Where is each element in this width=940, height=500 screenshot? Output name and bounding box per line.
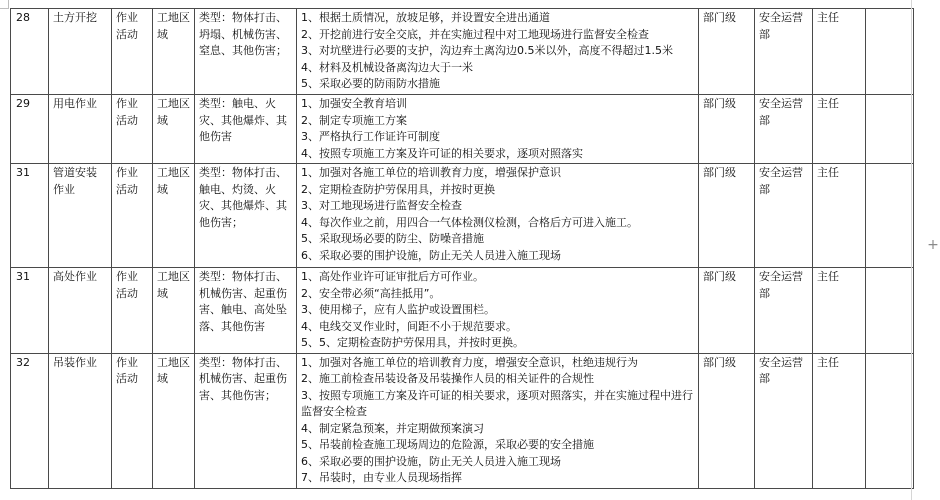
row-number: 31: [11, 164, 49, 268]
control-level: 部门级: [699, 353, 755, 488]
remark-cell: [866, 164, 914, 268]
measure-line: 5、5、定期检查防护劳保用具，并按时更换。: [301, 336, 524, 349]
measure-line: 3、对工地现场进行监督安全检查: [301, 199, 462, 212]
control-level: 部门级: [699, 95, 755, 164]
work-item-name: 高处作业: [49, 268, 112, 354]
measure-line: 4、按照专项施工方案及许可证的相关要求，逐项对照落实: [301, 146, 583, 160]
remark-cell: [866, 9, 914, 95]
page-edge-divider: [911, 0, 912, 500]
control-measures: [297, 353, 699, 488]
row-number: 28: [11, 9, 49, 95]
control-measures: [297, 164, 699, 268]
area-scope: 工地区域: [153, 268, 195, 354]
activity-type: 作业活动: [112, 95, 153, 164]
measure-line: 1、根据土质情况，放坡足够，并设置安全进出通道: [301, 11, 550, 24]
remark-cell: [866, 95, 914, 164]
measure-line: 4、制定紧急预案，并定期做预案演习: [301, 421, 484, 435]
measure-line: 3、对坑壁进行必要的支护，沟边弃土离沟边0.5米以外，高度不得超过1.5米: [301, 44, 673, 57]
responsible-person: 主任: [813, 95, 866, 164]
remark-cell: [866, 268, 914, 354]
measure-line: 2、开挖前进行安全交底，并在实施过程中对工地现场进行监督安全检查: [301, 27, 649, 41]
measure-line: 5、采取现场必要的防尘、防噪音措施: [301, 232, 484, 245]
table-row: [11, 9, 914, 95]
add-column-button[interactable]: +: [927, 237, 939, 253]
table-row: [11, 164, 914, 268]
measure-line: 3、严格执行工作证许可制度: [301, 130, 440, 143]
responsible-department: 安全运营部: [755, 353, 813, 488]
control-level: 部门级: [699, 268, 755, 354]
control-level: 部门级: [699, 9, 755, 95]
activity-type: 作业活动: [112, 268, 153, 354]
hazard-types: 类型：物体打击、机械伤害、起重伤害、触电、高处坠落、其他伤害: [195, 268, 297, 354]
responsible-person: 主任: [813, 353, 866, 488]
hazard-types: 类型：触电、火灾、其他爆炸、其他伤害: [195, 95, 297, 164]
measure-line: 1、加强对各施工单位的培训教育力度，增强安全意识，杜绝违规行为: [301, 355, 638, 369]
measure-line: 3、使用梯子，应有人监护或设置围栏。: [301, 303, 495, 316]
area-scope: 工地区域: [153, 95, 195, 164]
responsible-department: 安全运营部: [755, 268, 813, 354]
measure-line: 1、加强安全教育培训: [301, 97, 407, 110]
row-number: 32: [11, 353, 49, 488]
control-measures: [297, 268, 699, 354]
table-row: [11, 353, 914, 488]
activity-type: 作业活动: [112, 164, 153, 268]
hazard-types: 类型：物体打击、触电、灼烫、火灾、其他爆炸、其他伤害；: [195, 164, 297, 268]
measure-line: 1、高处作业许可证审批后方可作业。: [301, 270, 484, 283]
measure-line: 6、采取必要的围护设施，防止无关人员进入施工现场: [301, 248, 561, 262]
hazard-types: 类型：物体打击、机械伤害、起重伤害、其他伤害；: [195, 353, 297, 488]
responsible-department: 安全运营部: [755, 95, 813, 164]
control-level: 部门级: [699, 164, 755, 268]
measure-line: 5、采取必要的防雨防水措施: [301, 77, 440, 90]
responsible-person: 主任: [813, 268, 866, 354]
measure-line: 2、定期检查防护劳保用具，并按时更换: [301, 182, 495, 196]
area-scope: 工地区域: [153, 164, 195, 268]
measure-line: 4、每次作业之前，用四合一气体检测仪检测，合格后方可进入施工。: [301, 215, 638, 229]
measure-line: 3、按照专项施工方案及许可证的相关要求，逐项对照落实，并在实施过程中进行监督安全检查: [301, 388, 693, 418]
work-item-name: 吊装作业: [49, 353, 112, 488]
work-item-name: 管道安装作业: [49, 164, 112, 268]
measure-line: 2、施工前检查吊装设备及吊装操作人员的相关证件的合规性: [301, 372, 594, 385]
work-item-name: 用电作业: [49, 95, 112, 164]
area-scope: 工地区域: [153, 353, 195, 488]
row-number: 31: [11, 268, 49, 354]
measure-line: 7、吊装时，由专业人员现场指挥: [301, 471, 462, 484]
table-row: [11, 268, 914, 354]
measure-line: 4、电线交叉作业时，间距不小于规范要求。: [301, 319, 517, 333]
measure-line: 1、加强对各施工单位的培训教育力度，增强保护意识: [301, 166, 561, 179]
responsible-person: 主任: [813, 9, 866, 95]
page-corner-mark: [0, 0, 9, 9]
control-measures: [297, 9, 699, 95]
control-measures: [297, 95, 699, 164]
measure-line: 2、制定专项施工方案: [301, 113, 407, 127]
row-number: 29: [11, 95, 49, 164]
work-item-name: 土方开挖: [49, 9, 112, 95]
activity-type: 作业活动: [112, 353, 153, 488]
table-body: [11, 9, 914, 489]
responsible-department: 安全运营部: [755, 9, 813, 95]
measure-line: 2、安全带必须“高挂抵用”。: [301, 286, 441, 300]
responsible-person: 主任: [813, 164, 866, 268]
measure-line: 4、材料及机械设备离沟边大于一米: [301, 60, 473, 74]
risk-control-table: [10, 8, 914, 489]
hazard-types: 类型：物体打击、坍塌、机械伤害、窒息、其他伤害；: [195, 9, 297, 95]
table-row: [11, 95, 914, 164]
measure-line: 6、采取必要的围护设施，防止无关人员进入施工现场: [301, 454, 561, 468]
activity-type: 作业活动: [112, 9, 153, 95]
remark-cell: [866, 353, 914, 488]
area-scope: 工地区域: [153, 9, 195, 95]
responsible-department: 安全运营部: [755, 164, 813, 268]
measure-line: 5、吊装前检查施工现场周边的危险源，采取必要的安全措施: [301, 438, 594, 451]
